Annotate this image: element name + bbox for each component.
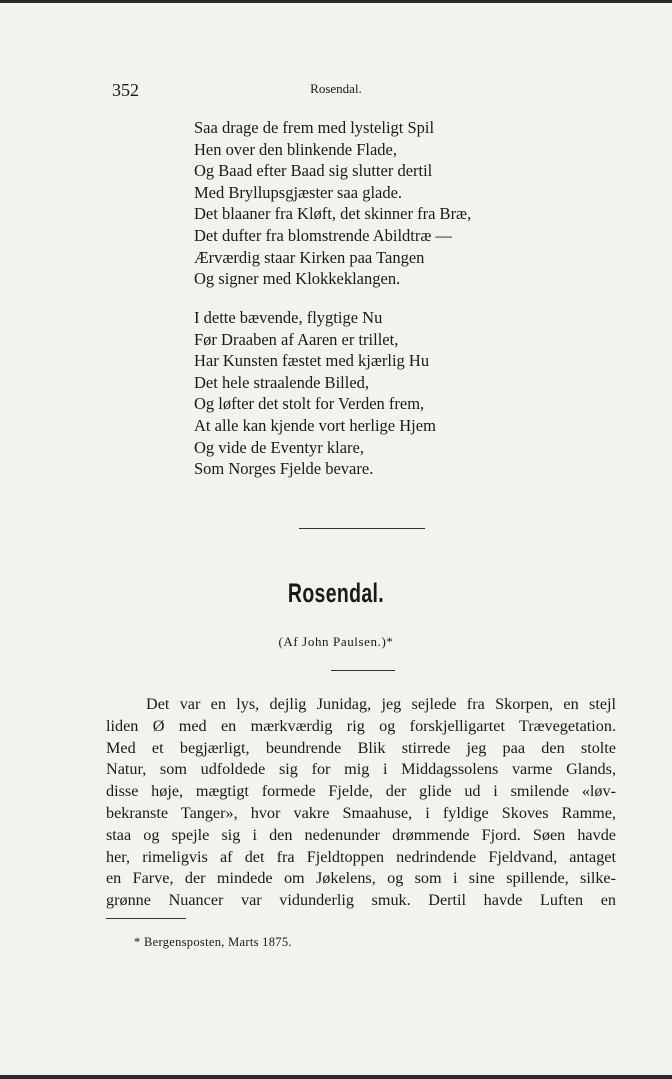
poem-line: Saa drage de frem med lysteligt Spil xyxy=(194,118,435,137)
poem-line: Før Draaben af Aaren er trillet, xyxy=(194,329,399,349)
byline-divider xyxy=(331,670,395,671)
poem-line: Det dufter fra blomstrende Abildtræ — xyxy=(194,225,452,245)
section-divider xyxy=(299,528,425,529)
footnote-divider xyxy=(106,918,186,919)
poem-line: Og Baad efter Baad sig slutter dertil xyxy=(194,161,433,181)
body-line: her, rimeligvis af det fra Fjeldtoppen nedrindende Fjeldvand, antaget xyxy=(106,847,616,866)
body-line: Med et begjærligt, beundrende Blik stirrede jeg paa den stolte xyxy=(106,738,616,757)
poem-line: Har Kunsten fæstet med kjærlig Hu xyxy=(194,351,430,371)
body-line: Natur, som udfoldede sig for mig i Middagssolens varme Glands, xyxy=(106,760,616,779)
poem-line: Det hele straalende Billed, xyxy=(194,372,370,392)
body-line: liden Ø med en mærkværdig rig og forskjelligartet Trævegetation. xyxy=(106,716,616,735)
page-bottom-edge xyxy=(0,1075,672,1079)
poem-line: Med Bryllupsgjæster saa glade. xyxy=(194,182,403,202)
page-top-edge xyxy=(0,0,672,3)
body-line: staa og spejle sig i den nedenunder drømmende Fjord. Søen havde xyxy=(106,825,616,844)
body-line: grønne Nuancer var vidunderlig smuk. Dertil havde Luften en xyxy=(106,891,616,910)
poem-line: Som Norges Fjelde bevare. xyxy=(194,459,374,479)
body-line: disse høje, mægtigt formede Fjelde, der glide ud i smilende «løv- xyxy=(106,782,616,801)
body-line: bekranste Tanger», hvor vakre Smaahuse, i fyldige Skoves Ramme, xyxy=(106,803,616,822)
running-head: Rosendal. xyxy=(310,81,362,96)
body-line: en Farve, der mindede om Jøkelens, og som i sine spillende, silke- xyxy=(106,869,616,888)
poem-line: Hen over den blinkende Flade, xyxy=(194,139,397,159)
poem-stanza-2 xyxy=(194,307,436,480)
poem-line: Og vide de Eventyr klare, xyxy=(194,437,364,457)
footnote: * Bergensposten, Marts 1875. xyxy=(134,935,292,949)
poem-line: Det blaaner fra Kløft, det skinner fra Bræ, xyxy=(194,204,472,224)
poem-line: I dette bævende, flygtige Nu xyxy=(194,308,383,327)
poem-stanza-1 xyxy=(194,117,471,290)
poem-line: At alle kan kjende vort herlige Hjem xyxy=(194,415,436,435)
body-line: Det var en lys, dejlig Junidag, jeg sejlede fra Skorpen, en stejl xyxy=(146,695,616,713)
poem-line: Og løfter det stolt for Verden frem, xyxy=(194,394,425,414)
poem-line: Og signer med Klokkeklangen. xyxy=(194,269,401,289)
poem-line: Ærværdig staar Kirken paa Tangen xyxy=(194,247,425,267)
article-byline: (Af John Paulsen.)* xyxy=(278,634,394,649)
article-title: Rosendal. xyxy=(287,578,385,608)
page-number: 352 xyxy=(112,80,139,100)
article-body xyxy=(106,694,616,912)
